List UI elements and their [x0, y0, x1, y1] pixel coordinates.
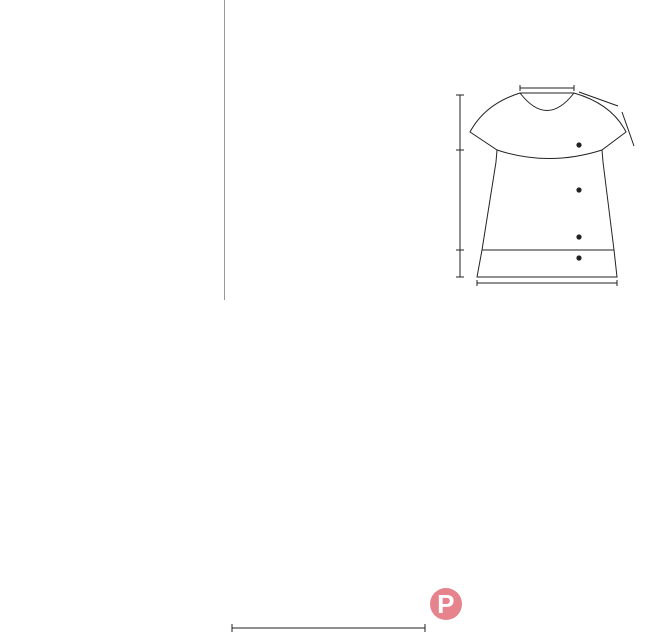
dim-line-armhole [622, 112, 634, 146]
marker-dot [576, 142, 581, 147]
dim-line-shoulder [579, 92, 618, 106]
marker-dot [576, 255, 581, 260]
neckline [520, 93, 574, 111]
text-column-right [434, 6, 656, 8]
watermark [430, 584, 466, 627]
model-title [6, 0, 224, 12]
pin-icon: P [430, 588, 462, 620]
text-column-middle [229, 6, 429, 8]
pattern-outline [470, 93, 626, 277]
marker-dot [576, 187, 581, 192]
column-divider [224, 0, 225, 300]
yoke-seam [497, 150, 602, 159]
text-column-left [6, 0, 224, 14]
marker-dot [576, 234, 581, 239]
